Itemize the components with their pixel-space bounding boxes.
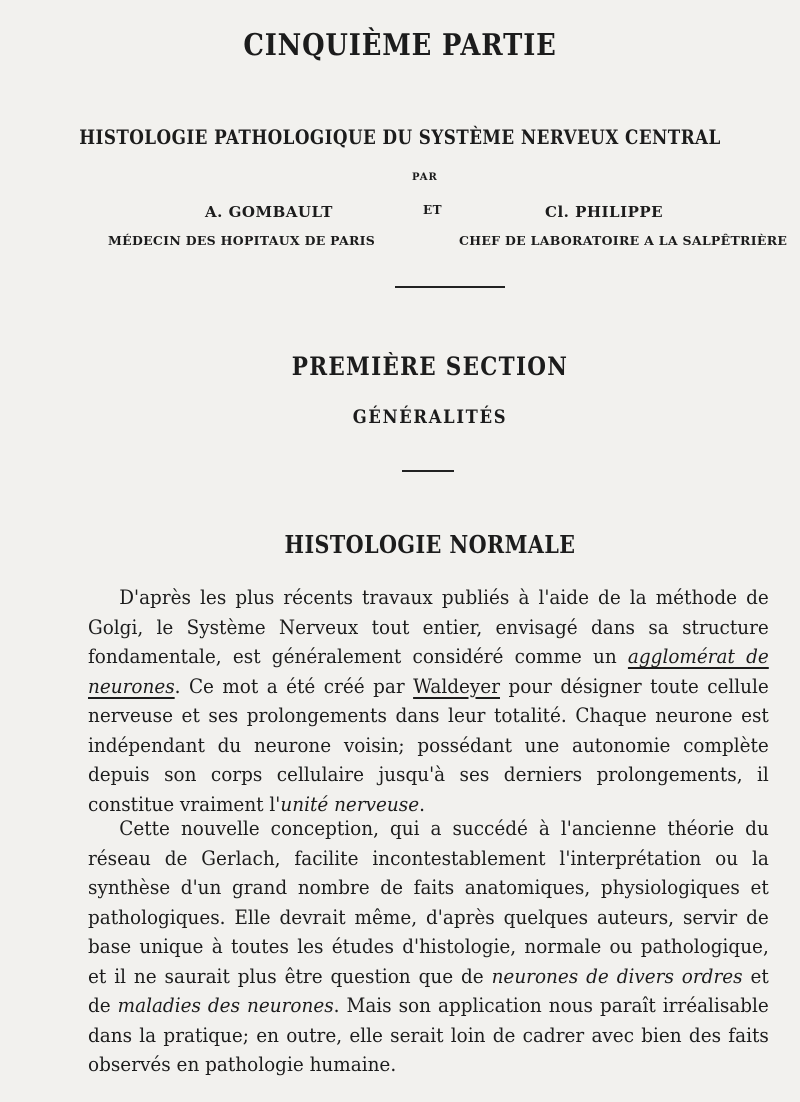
term-waldeyer: Waldeyer <box>413 673 501 698</box>
author-philippe-title: CHEF DE LABORATOIRE A LA SALPÊTRIÈRE <box>459 233 788 248</box>
paragraph-1 <box>88 583 769 819</box>
term-agglomerat-de-neurones: agglomérat de neurones <box>88 644 769 698</box>
term-unite-nerveuse: unité nerveuse <box>280 791 420 816</box>
paragraph-1-text-c2: l' <box>269 791 281 816</box>
paragraph-2 <box>88 814 769 1080</box>
author-philippe: Cl. PHILIPPE <box>545 203 664 221</box>
author-connector: ET <box>423 203 443 217</box>
paragraph-2-text-a: Cette nouvelle conception, qui a succédé à l'ancienne théorie du réseau de Gerlach, facilite incontestablement l'interprétation ou la synthèse d'un grand nombre de faits anatomiques, physiologiques et pathologiques. Elle devrait même, d'après quelques auteurs, servir de base unique à toutes les études d'histologie, normale ou pathologique, et il ne saurait plus être question que de <box>88 816 769 988</box>
part-title: CINQUIÈME PARTIE <box>243 28 557 63</box>
chapter-title: HISTOLOGIE NORMALE <box>284 530 576 559</box>
book-subtitle: HISTOLOGIE PATHOLOGIQUE DU SYSTÈME NERVEUX CENTRAL <box>79 126 721 149</box>
paragraph-1-text-b: . Ce mot a été créé par <box>174 673 414 698</box>
term-neurones-divers-ordres: neurones de divers ordres <box>491 963 743 988</box>
section-subtitle: GÉNÉRALITÉS <box>352 406 508 428</box>
paragraph-1-text-a: D'après les plus récents travaux publiés à l'aide de la méthode de Golgi, le Système Nerveux tout entier, envisagé dans sa structure fondamentale, est généralement considéré comme un <box>88 585 769 668</box>
paragraph-1-text-c: pour désigner toute cellule nerveuse et ses prolongements dans leur totalité. Chaque neurone est indépendant du neurone voisin; possédant une autonomie complète depuis son corps cellulaire jusqu'à ses derniers prolongements, il constitue vraiment <box>88 673 769 816</box>
paragraph-2-text-c: . Mais son application nous paraît irréalisable dans la pratique; en outre, elle serait loin de cadrer avec bien des faits observés en pathologie humaine. <box>88 993 769 1076</box>
term-maladies-des-neurones: maladies des neurones <box>117 993 334 1017</box>
author-gombault-title: MÉDECIN DES HOPITAUX DE PARIS <box>108 233 376 248</box>
byline-par: PAR <box>412 172 438 183</box>
divider-top <box>395 286 505 288</box>
section-title: PREMIÈRE SECTION <box>291 352 569 381</box>
author-gombault: A. GOMBAULT <box>205 203 333 221</box>
paragraph-1-text-d: . <box>419 791 425 816</box>
divider-middle <box>402 470 454 472</box>
paragraph-2-text-b: et de <box>88 963 769 1017</box>
